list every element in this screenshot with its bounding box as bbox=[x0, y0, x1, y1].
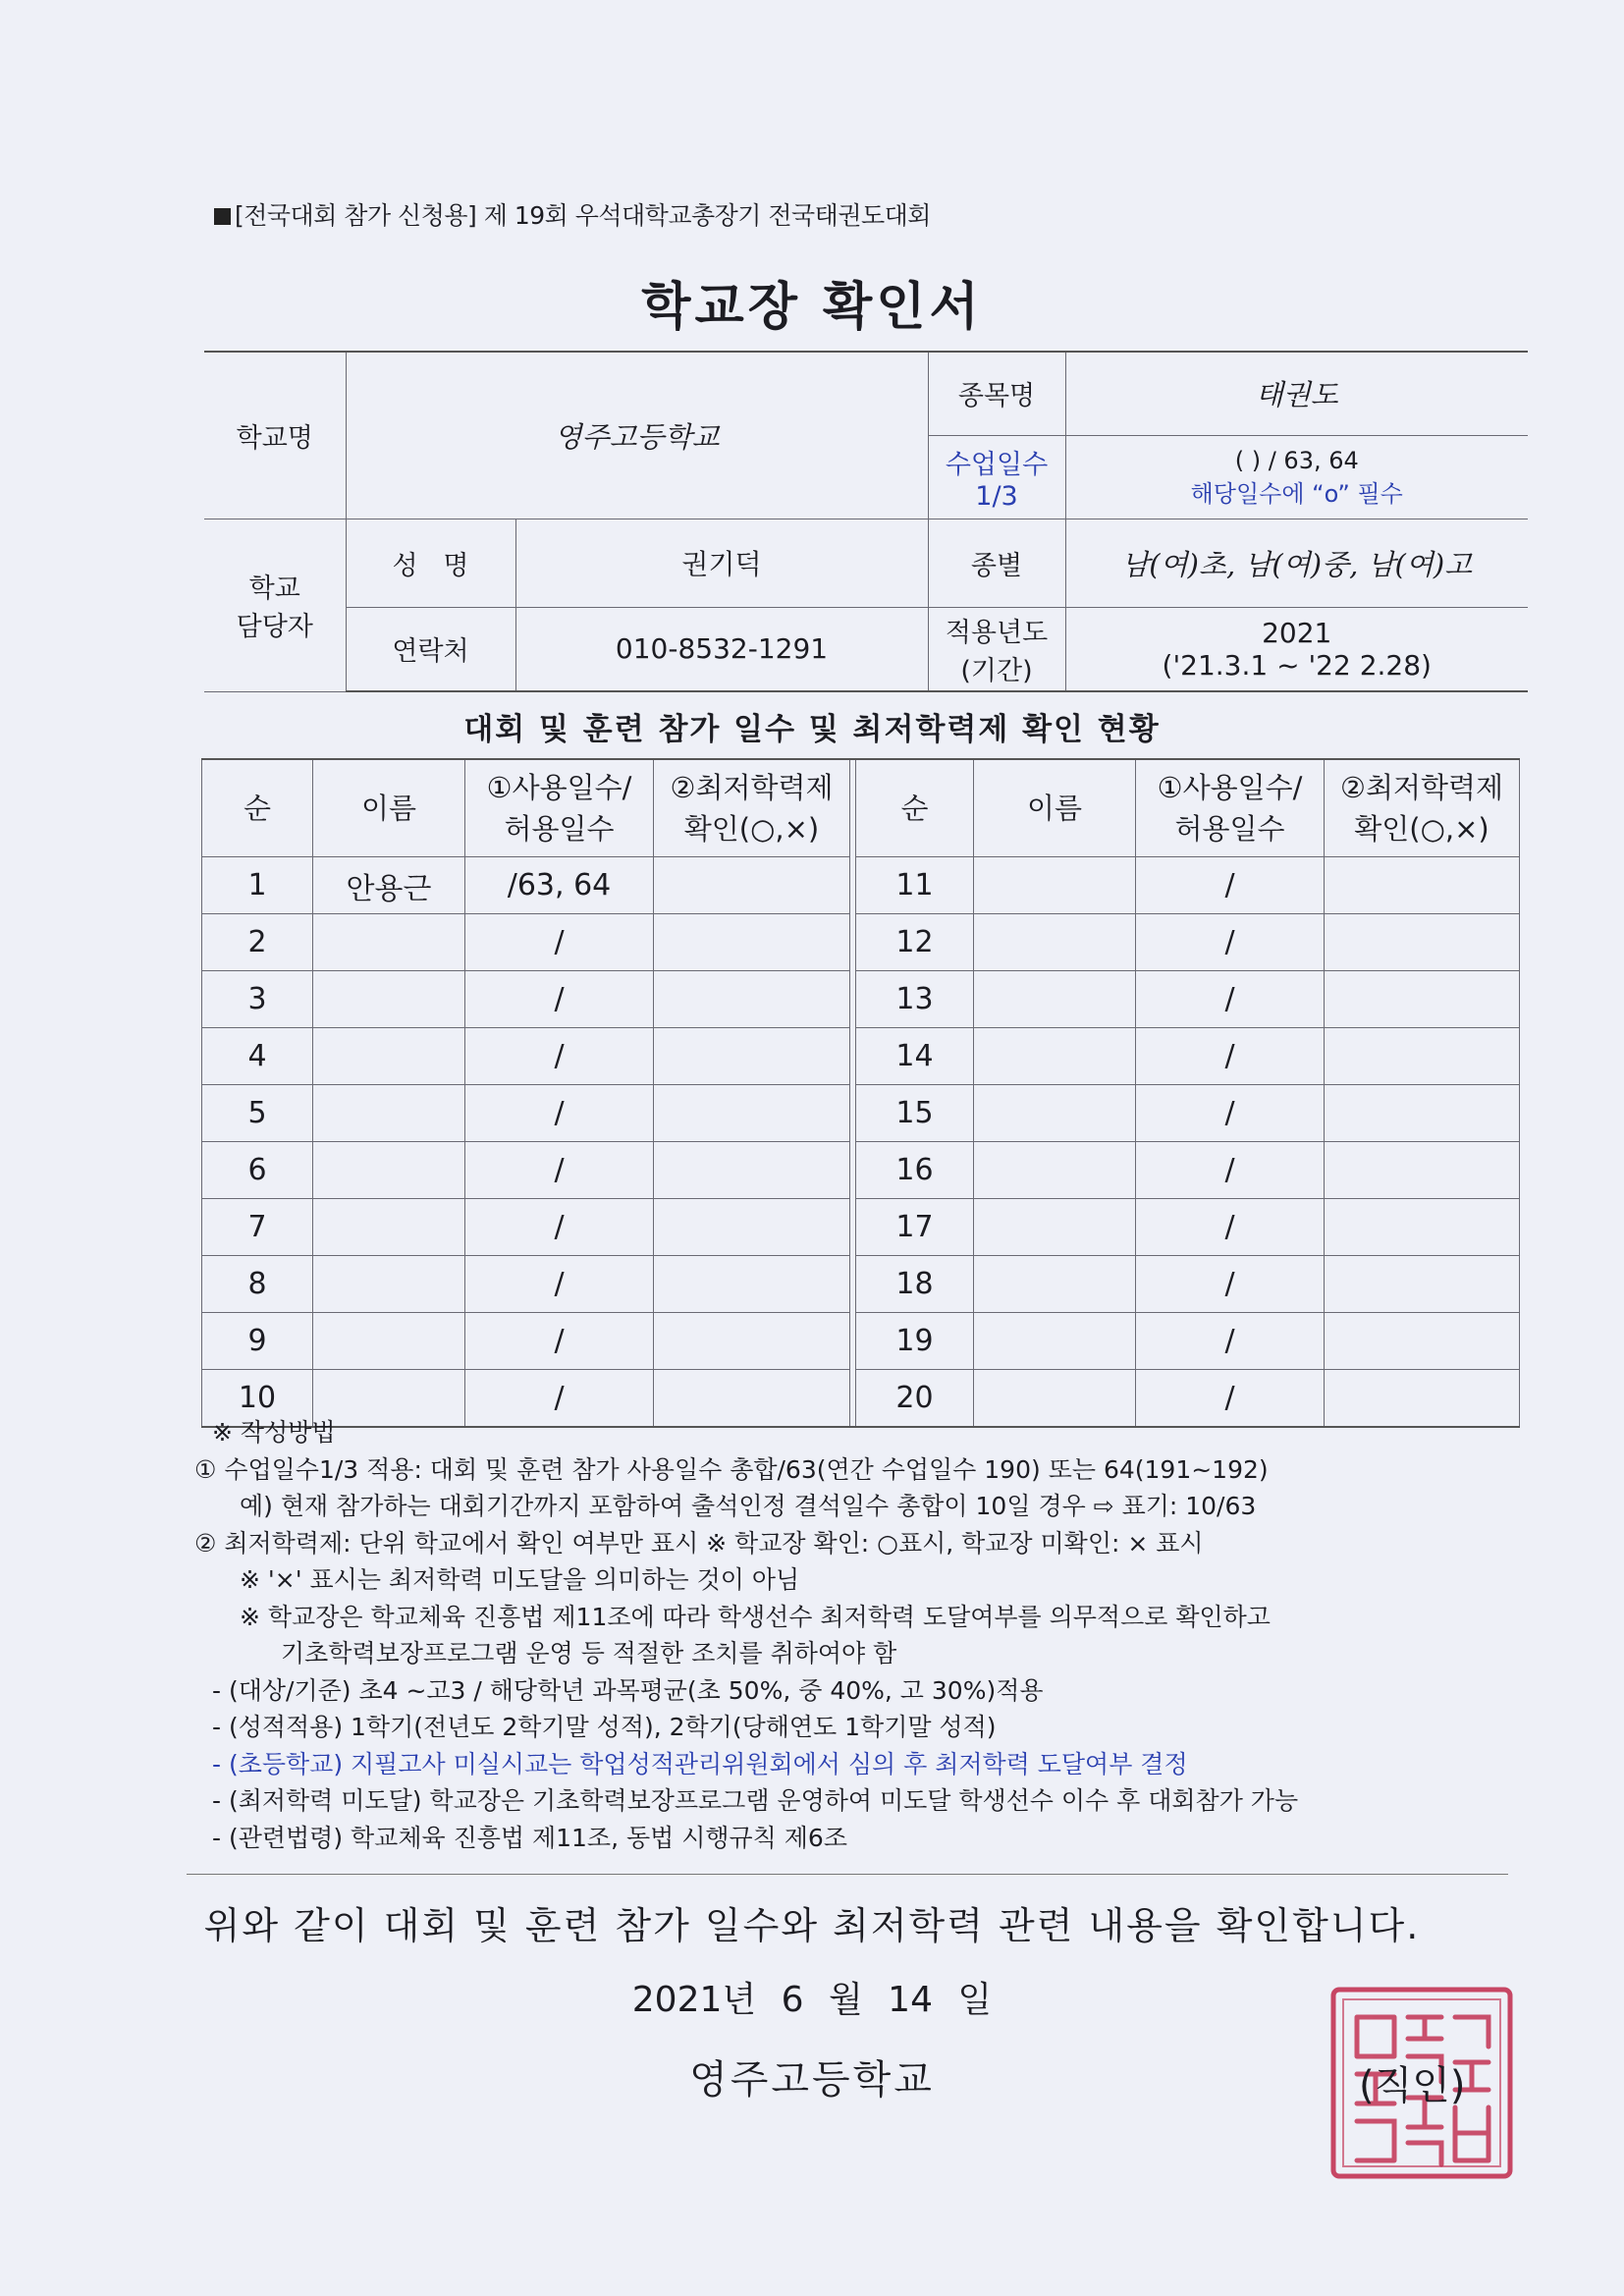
detail-laws: - (관련법령) 학교체육 진흥법 제11조, 동법 시행규칙 제6조 bbox=[212, 1823, 847, 1852]
academic-check bbox=[654, 1313, 850, 1370]
division-label: 종별 bbox=[928, 519, 1065, 607]
academic-check bbox=[654, 1085, 850, 1142]
issuing-school: 영주고등학교 bbox=[689, 2057, 935, 2103]
row-number: 4 bbox=[202, 1028, 313, 1085]
participant-name bbox=[313, 1085, 465, 1142]
note-1a: ① 수업일수1/3 적용: 대회 및 훈련 참가 사용일수 총합/63(연간 수업일수 190) 또는 64(191~192) bbox=[194, 1454, 1269, 1484]
col-header-check-right: ②최저학력제 확인(○,×) bbox=[1325, 759, 1520, 857]
school-name-value: 영주고등학교 bbox=[346, 352, 928, 519]
class-days-label: 수업일수 1/3 bbox=[928, 435, 1065, 519]
participant-name bbox=[974, 1142, 1136, 1199]
row-number: 16 bbox=[856, 1142, 974, 1199]
row-number: 11 bbox=[856, 857, 974, 914]
row-number: 18 bbox=[856, 1256, 974, 1313]
academic-check bbox=[654, 1256, 850, 1313]
academic-check bbox=[654, 914, 850, 971]
roster-header-row bbox=[202, 759, 1520, 857]
table-row bbox=[202, 1085, 1520, 1142]
participant-name bbox=[974, 857, 1136, 914]
days-used: / bbox=[1136, 1199, 1325, 1256]
row-number: 17 bbox=[856, 1199, 974, 1256]
participant-name bbox=[313, 1199, 465, 1256]
contact-label: 연락처 bbox=[346, 607, 515, 691]
table-row bbox=[202, 1199, 1520, 1256]
academic-check bbox=[1325, 1142, 1520, 1199]
days-used: / bbox=[465, 1085, 654, 1142]
academic-check bbox=[1325, 914, 1520, 971]
participant-name bbox=[313, 1313, 465, 1370]
roster-table bbox=[201, 758, 1520, 1428]
row-number: 6 bbox=[202, 1142, 313, 1199]
participant-name bbox=[313, 971, 465, 1028]
note-2: ② 최저학력제: 단위 학교에서 확인 여부만 표시 ※ 학교장 확인: ○표시, 학교장 미확인: × 표시 bbox=[194, 1528, 1204, 1558]
division-value: 남(여)초, 남(여)중, 남(여)고 bbox=[1065, 519, 1528, 607]
days-used: /63, 64 bbox=[465, 857, 654, 914]
apply-year-value: 2021 ('21.3.1 ~ '22 2.28) bbox=[1065, 607, 1528, 691]
table-row bbox=[202, 1256, 1520, 1313]
apply-year-label: 적용년도 (기간) bbox=[928, 607, 1065, 691]
days-used: / bbox=[1136, 857, 1325, 914]
days-used: / bbox=[1136, 1370, 1325, 1428]
row-number: 12 bbox=[856, 914, 974, 971]
manager-label: 학교 담당자 bbox=[204, 519, 346, 691]
days-used: / bbox=[465, 1199, 654, 1256]
days-used: / bbox=[1136, 971, 1325, 1028]
academic-check bbox=[654, 1199, 850, 1256]
participant-name bbox=[313, 1256, 465, 1313]
sport-label: 종목명 bbox=[928, 352, 1065, 435]
academic-check bbox=[654, 1028, 850, 1085]
col-header-days-right: ①사용일수/ 허용일수 bbox=[1136, 759, 1325, 857]
detail-unmet: - (최저학력 미도달) 학교장은 기초학력보장프로그램 운영하여 미도달 학생선수 이수 후 대회참가 가능 bbox=[212, 1786, 1299, 1815]
class-days-value: ( ) / 63, 64 해당일수에 “o” 필수 bbox=[1065, 435, 1528, 519]
days-used: / bbox=[465, 1313, 654, 1370]
row-number: 20 bbox=[856, 1370, 974, 1428]
note-4b: 기초학력보장프로그램 운영 등 적절한 조치를 취하여야 함 bbox=[281, 1639, 897, 1667]
participant-name bbox=[974, 971, 1136, 1028]
detail-target: - (대상/기준) 초4 ~고3 / 해당학년 과목평균(초 50%, 중 40%, 고 30%)적용 bbox=[212, 1675, 1044, 1705]
detail-elementary: - (초등학교) 지필고사 미실시교는 학업성적관리위원회에서 심의 후 최저학력 도달여부 결정 bbox=[212, 1749, 1188, 1778]
academic-check bbox=[654, 971, 850, 1028]
row-number: 7 bbox=[202, 1199, 313, 1256]
days-used: / bbox=[1136, 1085, 1325, 1142]
row-number: 5 bbox=[202, 1085, 313, 1142]
academic-check bbox=[654, 1142, 850, 1199]
row-number: 19 bbox=[856, 1313, 974, 1370]
row-number: 2 bbox=[202, 914, 313, 971]
note-1b: 예) 현재 참가하는 대회기간까지 포함하여 출석인정 결석일수 총합이 10일 경우 ⇨ 표기: 10/63 bbox=[240, 1492, 1257, 1520]
form-tag: [전국대회 참가 신청용] bbox=[235, 201, 477, 230]
note-3: ※ '×' 표시는 최저학력 미도달을 의미하는 것이 아님 bbox=[240, 1565, 800, 1594]
participant-name bbox=[974, 1313, 1136, 1370]
document-title: 학교장 확인서 bbox=[641, 278, 983, 337]
row-number: 13 bbox=[856, 971, 974, 1028]
table-row bbox=[202, 857, 1520, 914]
roster-subtitle: 대회 및 훈련 참가 일수 및 최저학력제 확인 현황 bbox=[463, 712, 1161, 747]
row-number: 15 bbox=[856, 1085, 974, 1142]
col-header-days: ①사용일수/ 허용일수 bbox=[465, 759, 654, 857]
days-used: / bbox=[1136, 1142, 1325, 1199]
col-header-name-right: 이름 bbox=[974, 759, 1136, 857]
academic-check bbox=[1325, 1313, 1520, 1370]
days-used: / bbox=[1136, 1313, 1325, 1370]
col-header-no: 순 bbox=[202, 759, 313, 857]
square-bullet-icon bbox=[214, 208, 231, 225]
participant-name bbox=[313, 914, 465, 971]
row-number: 9 bbox=[202, 1313, 313, 1370]
academic-check bbox=[1325, 971, 1520, 1028]
sport-value: 태권도 bbox=[1065, 352, 1528, 435]
divider bbox=[187, 1874, 1508, 1875]
detail-grades: - (성적적용) 1학기(전년도 2학기말 성적), 2학기(당해연도 1학기말 성적) bbox=[212, 1713, 997, 1741]
days-used: / bbox=[465, 1256, 654, 1313]
issue-date: 2021년 6 월 14 일 bbox=[631, 1980, 993, 2020]
col-header-check: ②최저학력제 확인(○,×) bbox=[654, 759, 850, 857]
row-number: 10 bbox=[202, 1370, 313, 1428]
note-4a: ※ 학교장은 학교체육 진흥법 제11조에 따라 학생선수 최저학력 도달여부를 의무적으로 확인하고 bbox=[240, 1602, 1271, 1631]
confirmation-statement: 위와 같이 대회 및 훈련 참가 일수와 최저학력 관련 내용을 확인합니다. bbox=[203, 1904, 1421, 1947]
participant-name bbox=[974, 1028, 1136, 1085]
academic-check bbox=[1325, 1028, 1520, 1085]
participant-name bbox=[974, 1256, 1136, 1313]
event-name: 제 19회 우석대학교총장기 전국태권도대회 bbox=[483, 201, 931, 230]
col-header-name: 이름 bbox=[313, 759, 465, 857]
contact-value: 010-8532-1291 bbox=[515, 607, 928, 691]
school-info-table bbox=[204, 351, 1528, 692]
days-used: / bbox=[1136, 1028, 1325, 1085]
participant-name bbox=[974, 914, 1136, 971]
table-row bbox=[202, 914, 1520, 971]
school-name-label: 학교명 bbox=[204, 352, 346, 519]
table-row bbox=[202, 1028, 1520, 1085]
table-row bbox=[202, 1313, 1520, 1370]
academic-check bbox=[1325, 1085, 1520, 1142]
days-used: / bbox=[465, 1142, 654, 1199]
manager-name-value: 권기덕 bbox=[515, 519, 928, 607]
participant-name bbox=[974, 1085, 1136, 1142]
row-number: 8 bbox=[202, 1256, 313, 1313]
table-row bbox=[202, 971, 1520, 1028]
participant-name bbox=[974, 1199, 1136, 1256]
days-used: / bbox=[465, 1370, 654, 1428]
days-used: / bbox=[465, 971, 654, 1028]
instructions bbox=[194, 1414, 1520, 1856]
academic-check bbox=[1325, 857, 1520, 914]
notes-heading: ※ 작성방법 bbox=[212, 1418, 336, 1447]
days-used: / bbox=[1136, 914, 1325, 971]
row-number: 3 bbox=[202, 971, 313, 1028]
participant-name: 안용근 bbox=[313, 857, 465, 914]
academic-check bbox=[654, 857, 850, 914]
row-number: 14 bbox=[856, 1028, 974, 1085]
participant-name bbox=[313, 1142, 465, 1199]
manager-name-label: 성 명 bbox=[346, 519, 515, 607]
col-header-no-right: 순 bbox=[856, 759, 974, 857]
days-used: / bbox=[465, 914, 654, 971]
days-used: / bbox=[465, 1028, 654, 1085]
days-used: / bbox=[1136, 1256, 1325, 1313]
academic-check bbox=[1325, 1256, 1520, 1313]
table-row bbox=[202, 1142, 1520, 1199]
roster-body bbox=[202, 759, 1520, 1427]
row-number: 1 bbox=[202, 857, 313, 914]
seal-label: (직인) bbox=[1359, 2063, 1466, 2108]
form-tag-line bbox=[214, 196, 931, 232]
academic-check bbox=[1325, 1199, 1520, 1256]
participant-name bbox=[313, 1028, 465, 1085]
